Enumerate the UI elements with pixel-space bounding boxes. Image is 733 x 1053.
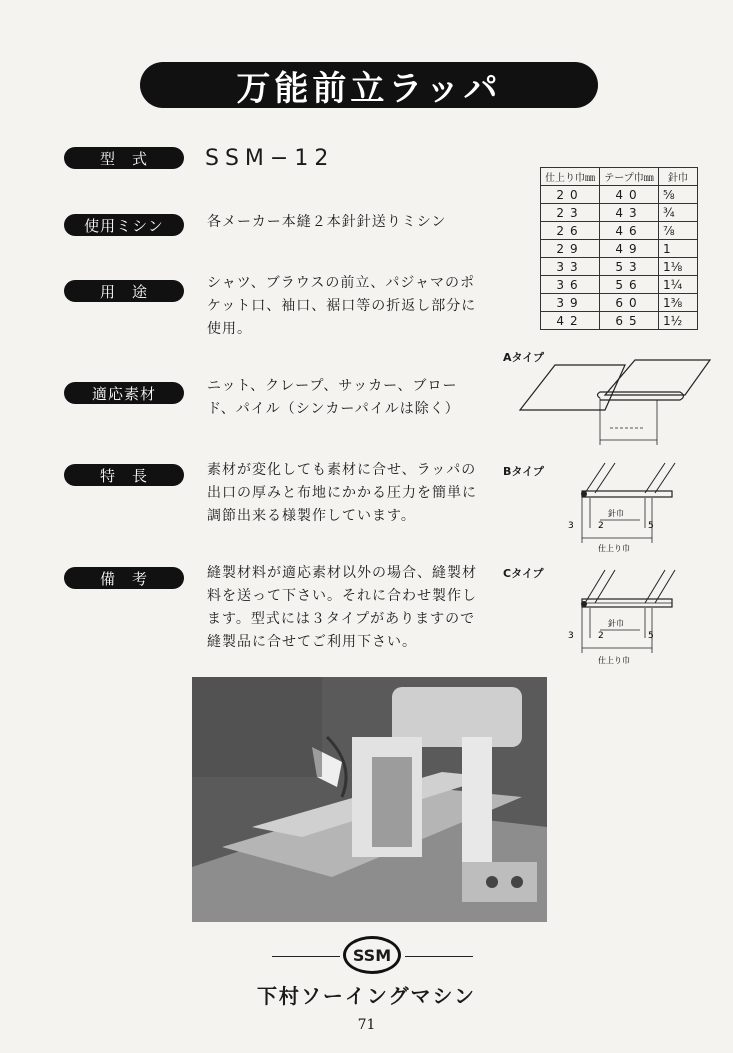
header-finished-width: 仕上り巾㎜ xyxy=(541,168,600,186)
cell: 33 xyxy=(541,258,600,276)
cell: 39 xyxy=(541,294,600,312)
cell: 1¼ xyxy=(659,276,698,294)
table-row xyxy=(541,312,698,330)
table-row xyxy=(541,294,698,312)
dim-2: 2 xyxy=(598,521,604,531)
cell: 40 xyxy=(600,186,659,204)
table-row xyxy=(541,276,698,294)
cell: 36 xyxy=(541,276,600,294)
type-c-label: Cタイプ xyxy=(503,567,544,580)
remarks-text: 縫製材料が適応素材以外の場合、縫製材料を送って下さい。それに合わせ製作します。型式には３タイプがありますので縫製品に合せてご利用下さい。 xyxy=(207,565,477,650)
dim-5: 5 xyxy=(648,631,654,641)
cell: 1½ xyxy=(659,312,698,330)
cell: 20 xyxy=(541,186,600,204)
type-c-diagram xyxy=(560,568,690,668)
finished-width-label: 仕上り巾 xyxy=(598,656,630,665)
sewing-attachment-illustration xyxy=(192,677,547,922)
ssm-logo: SSM xyxy=(343,936,401,974)
cell: 23 xyxy=(541,204,600,222)
dim-3: 3 xyxy=(568,521,574,531)
label-feature: 特 長 xyxy=(64,464,184,486)
cell: ¾ xyxy=(659,204,698,222)
table-row xyxy=(541,186,698,204)
material-text: ニット、クレープ、サッカー、ブロード、パイル（シンカーパイルは除く） xyxy=(207,378,460,417)
type-b-label: Bタイプ xyxy=(503,465,544,478)
product-photo xyxy=(192,677,547,922)
needle-width-label: 針巾 xyxy=(608,619,624,628)
spec-table xyxy=(540,167,698,330)
use-text: シャツ、ブラウスの前立、パジャマのポケット口、袖口、裾口等の折返し部分に使用。 xyxy=(207,275,477,337)
page-number: 71 xyxy=(357,1017,376,1033)
cell: 1 xyxy=(659,240,698,258)
company-name: 下村ソーイングマシン xyxy=(256,984,477,1008)
page-title: 万能前立ラッパ xyxy=(140,62,598,108)
cell: 42 xyxy=(541,312,600,330)
model-code: SSM−12 xyxy=(205,146,335,171)
cell: 60 xyxy=(600,294,659,312)
table-row xyxy=(541,204,698,222)
label-model: 型 式 xyxy=(64,147,184,169)
footer-rule-left xyxy=(272,956,340,957)
cell: 65 xyxy=(600,312,659,330)
cell: 53 xyxy=(600,258,659,276)
dim-2: 2 xyxy=(598,631,604,641)
cell: 46 xyxy=(600,222,659,240)
dim-3: 3 xyxy=(568,631,574,641)
cell: 1⅜ xyxy=(659,294,698,312)
cell: ⅞ xyxy=(659,222,698,240)
label-material: 適応素材 xyxy=(64,382,184,404)
type-a-diagram xyxy=(515,350,715,450)
label-use: 用 途 xyxy=(64,280,184,302)
label-remarks: 備 考 xyxy=(64,567,184,589)
dim-5: 5 xyxy=(648,521,654,531)
cell: ⅝ xyxy=(659,186,698,204)
cell: 26 xyxy=(541,222,600,240)
type-a-label: Aタイプ xyxy=(503,351,544,364)
cell: 43 xyxy=(600,204,659,222)
table-row xyxy=(541,240,698,258)
header-tape-width: テープ巾㎜ xyxy=(600,168,659,186)
finished-width-label: 仕上り巾 xyxy=(598,544,630,553)
cell: 56 xyxy=(600,276,659,294)
type-b-diagram xyxy=(560,458,690,553)
needle-width-label: 針巾 xyxy=(608,509,624,518)
table-row xyxy=(541,258,698,276)
spec-table-header xyxy=(541,168,698,186)
cell: 49 xyxy=(600,240,659,258)
footer-rule-right xyxy=(405,956,473,957)
header-needle-width: 針巾 xyxy=(659,168,698,186)
feature-text: 素材が変化しても素材に合せ、ラッパの出口の厚みと布地にかかる圧力を簡単に調節出来る様製作しています。 xyxy=(207,462,477,524)
label-machine: 使用ミシン xyxy=(64,214,184,236)
machine-text: 各メーカー本縫２本針針送りミシン xyxy=(207,214,447,230)
table-row xyxy=(541,222,698,240)
cell: 29 xyxy=(541,240,600,258)
cell: 1⅛ xyxy=(659,258,698,276)
